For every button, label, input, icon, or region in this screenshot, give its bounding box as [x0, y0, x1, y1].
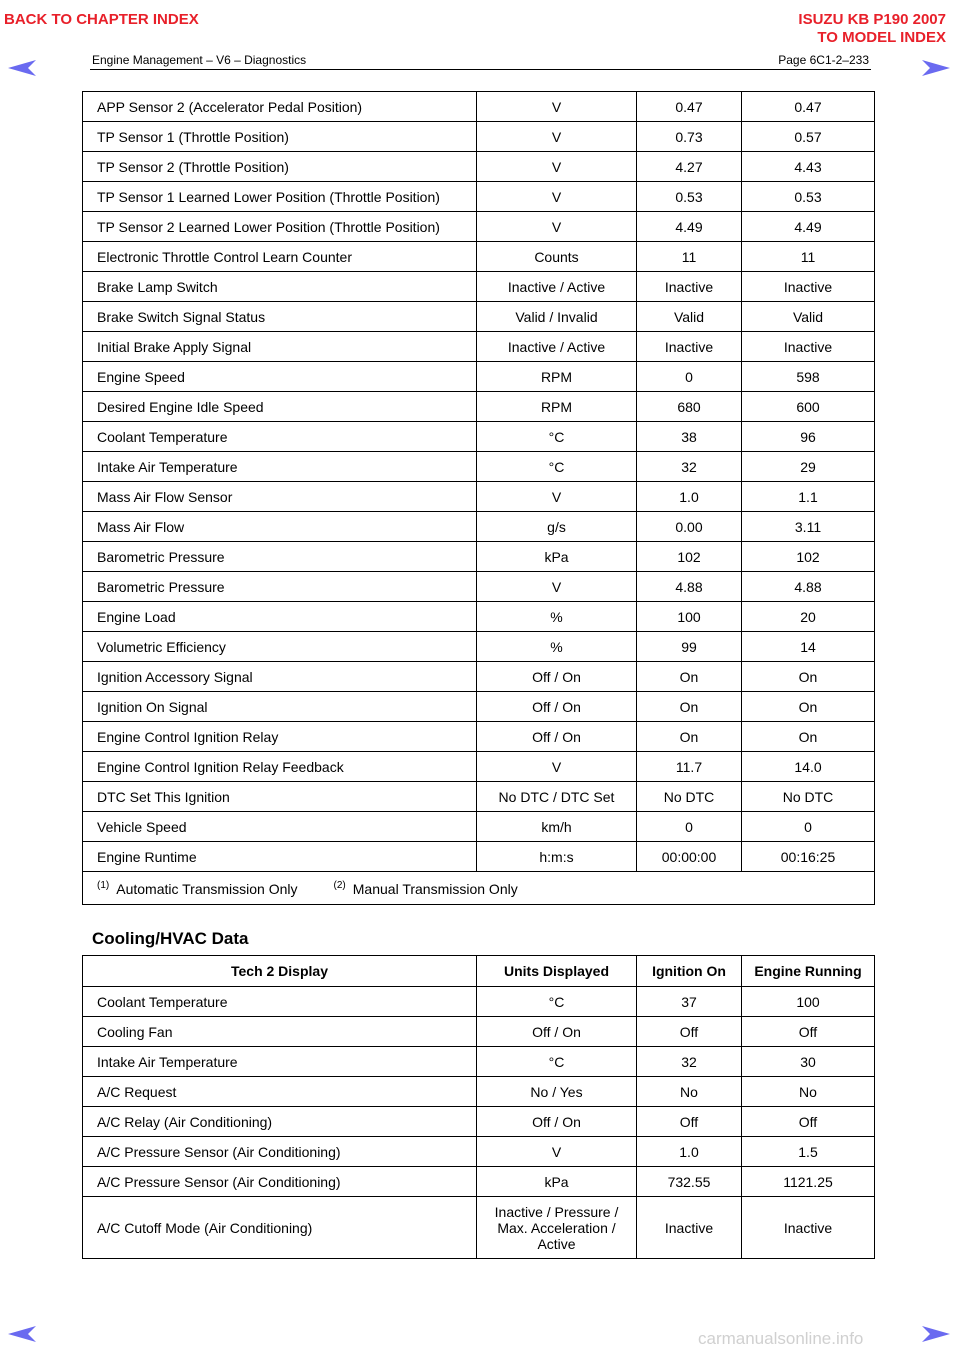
cell-engine-running: 4.88 [742, 572, 875, 602]
cell-engine-running: 598 [742, 362, 875, 392]
cell-units: V [477, 572, 637, 602]
table-row [83, 1107, 875, 1137]
cooling-hvac-data-table [82, 955, 875, 1259]
cell-units: kPa [477, 542, 637, 572]
cell-units: % [477, 602, 637, 632]
table-row [83, 752, 875, 782]
table-row [83, 812, 875, 842]
cell-parameter: TP Sensor 2 (Throttle Position) [83, 152, 477, 182]
cell-ignition-on: 38 [637, 422, 742, 452]
cell-parameter: Intake Air Temperature [83, 1047, 477, 1077]
units-line: Inactive / Pressure / [494, 1203, 619, 1220]
cell-parameter: Coolant Temperature [83, 422, 477, 452]
table-row [83, 987, 875, 1017]
column-header-engine-running: Engine Running [742, 956, 875, 987]
cell-engine-running: 600 [742, 392, 875, 422]
cell-ignition-on: 0 [637, 362, 742, 392]
cell-ignition-on: Inactive [637, 272, 742, 302]
cell-units: Off / On [477, 1107, 637, 1137]
cell-parameter: Coolant Temperature [83, 987, 477, 1017]
cell-ignition-on: No [637, 1077, 742, 1107]
table-row [83, 722, 875, 752]
table-row [83, 362, 875, 392]
cell-engine-running: Off [742, 1017, 875, 1047]
cell-units: V [477, 482, 637, 512]
cell-parameter: Mass Air Flow Sensor [83, 482, 477, 512]
model-title-link[interactable]: ISUZU KB P190 2007 [798, 11, 946, 28]
table-row [83, 572, 875, 602]
table-row [83, 152, 875, 182]
cell-parameter: TP Sensor 2 Learned Lower Position (Throttle Position) [83, 212, 477, 242]
cell-engine-running: 1121.25 [742, 1167, 875, 1197]
column-header-ignition-on: Ignition On [637, 956, 742, 987]
table-row [83, 1077, 875, 1107]
column-header-tech2-display: Tech 2 Display [83, 956, 477, 987]
table-row [83, 182, 875, 212]
cell-units: V [477, 752, 637, 782]
cell-engine-running: 1.1 [742, 482, 875, 512]
cell-parameter: Engine Runtime [83, 842, 477, 872]
section-title: Cooling/HVAC Data [92, 929, 249, 948]
table-row [83, 452, 875, 482]
cell-parameter: Brake Lamp Switch [83, 272, 477, 302]
table-row [83, 1017, 875, 1047]
cell-ignition-on: Inactive [637, 332, 742, 362]
footnote-1-marker: (1) [97, 879, 110, 891]
cell-ignition-on: On [637, 722, 742, 752]
cell-engine-running: On [742, 692, 875, 722]
cell-ignition-on: On [637, 692, 742, 722]
cell-engine-running: On [742, 662, 875, 692]
cell-units [477, 1197, 637, 1259]
cell-engine-running: 100 [742, 987, 875, 1017]
cell-ignition-on: 0.73 [637, 122, 742, 152]
footnote-2-marker: (2) [333, 879, 346, 891]
engine-data-table [82, 91, 875, 905]
cell-engine-running: 30 [742, 1047, 875, 1077]
cell-units: g/s [477, 512, 637, 542]
cell-ignition-on: Off [637, 1107, 742, 1137]
back-to-chapter-index-link[interactable]: BACK TO CHAPTER INDEX [4, 11, 199, 28]
cell-parameter: A/C Pressure Sensor (Air Conditioning) [83, 1167, 477, 1197]
cell-engine-running: 20 [742, 602, 875, 632]
cell-parameter: TP Sensor 1 Learned Lower Position (Throttle Position) [83, 182, 477, 212]
cell-ignition-on: 0 [637, 812, 742, 842]
next-page-arrow-bottom-icon[interactable] [922, 1326, 950, 1342]
cell-units: V [477, 1137, 637, 1167]
cell-engine-running: 0 [742, 812, 875, 842]
cell-units: km/h [477, 812, 637, 842]
table-row [83, 422, 875, 452]
cell-ignition-on: 1.0 [637, 1137, 742, 1167]
cell-parameter: Mass Air Flow [83, 512, 477, 542]
cell-ignition-on: 1.0 [637, 482, 742, 512]
cell-units: h:m:s [477, 842, 637, 872]
cell-units: V [477, 182, 637, 212]
cell-ignition-on: Valid [637, 302, 742, 332]
cell-engine-running: No [742, 1077, 875, 1107]
cell-parameter: APP Sensor 2 (Accelerator Pedal Position) [83, 92, 477, 122]
cell-units: Off / On [477, 662, 637, 692]
table-row [83, 482, 875, 512]
footnote-1-text: Automatic Transmission Only [116, 880, 298, 897]
cell-engine-running: 4.43 [742, 152, 875, 182]
table-row [83, 242, 875, 272]
table-row [83, 602, 875, 632]
cell-ignition-on: 4.27 [637, 152, 742, 182]
cell-ignition-on: 4.49 [637, 212, 742, 242]
cell-ignition-on: No DTC [637, 782, 742, 812]
cell-parameter: Engine Speed [83, 362, 477, 392]
table-row [83, 212, 875, 242]
cell-engine-running: 14.0 [742, 752, 875, 782]
cell-engine-running: 4.49 [742, 212, 875, 242]
cell-units: % [477, 632, 637, 662]
to-model-index-link[interactable]: TO MODEL INDEX [817, 29, 946, 46]
cell-parameter: Ignition On Signal [83, 692, 477, 722]
units-line: Max. Acceleration / [497, 1219, 616, 1236]
units-line: Active [537, 1235, 576, 1252]
cell-ignition-on: Off [637, 1017, 742, 1047]
cell-ignition-on: 100 [637, 602, 742, 632]
table-row [83, 92, 875, 122]
cell-engine-running: No DTC [742, 782, 875, 812]
cell-ignition-on: 32 [637, 452, 742, 482]
cell-parameter: Engine Control Ignition Relay Feedback [83, 752, 477, 782]
cell-engine-running: Off [742, 1107, 875, 1137]
footnote-2-text: Manual Transmission Only [352, 880, 518, 897]
cell-ignition-on: 99 [637, 632, 742, 662]
cell-parameter: Barometric Pressure [83, 542, 477, 572]
cell-ignition-on: 102 [637, 542, 742, 572]
cell-units: RPM [477, 362, 637, 392]
cell-units: Counts [477, 242, 637, 272]
cell-units: kPa [477, 1167, 637, 1197]
cell-units: Off / On [477, 722, 637, 752]
cell-parameter: Engine Control Ignition Relay [83, 722, 477, 752]
cell-units: RPM [477, 392, 637, 422]
cell-units: °C [477, 422, 637, 452]
table-row [83, 632, 875, 662]
table-row [83, 122, 875, 152]
table-row [83, 1167, 875, 1197]
cell-engine-running: Valid [742, 302, 875, 332]
table-row [83, 1047, 875, 1077]
cell-parameter: Engine Load [83, 602, 477, 632]
cell-parameter: Volumetric Efficiency [83, 632, 477, 662]
cell-units: Inactive / Active [477, 272, 637, 302]
table-row [83, 1137, 875, 1167]
watermark-text: carmanualsonline.info [698, 1329, 864, 1348]
page-header-title: Engine Management – V6 – Diagnostics [92, 53, 307, 67]
cell-parameter: Vehicle Speed [83, 812, 477, 842]
cell-ignition-on: 37 [637, 987, 742, 1017]
cell-units: V [477, 152, 637, 182]
cell-engine-running: 1.5 [742, 1137, 875, 1167]
cell-ignition-on: 32 [637, 1047, 742, 1077]
cell-units: °C [477, 987, 637, 1017]
cell-engine-running: 11 [742, 242, 875, 272]
cell-parameter: A/C Relay (Air Conditioning) [83, 1107, 477, 1137]
cell-ignition-on: 0.00 [637, 512, 742, 542]
cell-parameter: Intake Air Temperature [83, 452, 477, 482]
cell-ignition-on: 0.47 [637, 92, 742, 122]
prev-page-arrow-icon[interactable] [8, 60, 36, 76]
cell-engine-running: 00:16:25 [742, 842, 875, 872]
cell-units: V [477, 212, 637, 242]
cell-parameter: DTC Set This Ignition [83, 782, 477, 812]
page-number: Page 6C1-2–233 [778, 53, 869, 67]
table-row [83, 662, 875, 692]
cell-parameter: Initial Brake Apply Signal [83, 332, 477, 362]
cell-parameter: A/C Pressure Sensor (Air Conditioning) [83, 1137, 477, 1167]
cell-ignition-on: 680 [637, 392, 742, 422]
table-row [83, 542, 875, 572]
table-row [83, 512, 875, 542]
cell-parameter: TP Sensor 1 (Throttle Position) [83, 122, 477, 152]
next-page-arrow-icon[interactable] [922, 60, 950, 76]
cell-engine-running: 102 [742, 542, 875, 572]
cell-ignition-on: 11 [637, 242, 742, 272]
cell-ignition-on: 4.88 [637, 572, 742, 602]
table-row [83, 1197, 875, 1259]
table-row [83, 332, 875, 362]
table-row [83, 302, 875, 332]
cell-ignition-on: 732.55 [637, 1167, 742, 1197]
cell-units: V [477, 92, 637, 122]
table-row [83, 392, 875, 422]
header-rule [90, 69, 871, 70]
cell-units: °C [477, 452, 637, 482]
cell-units: No DTC / DTC Set [477, 782, 637, 812]
cell-engine-running: 29 [742, 452, 875, 482]
cell-units: Valid / Invalid [477, 302, 637, 332]
cell-ignition-on: On [637, 662, 742, 692]
cell-parameter: Barometric Pressure [83, 572, 477, 602]
cell-engine-running: On [742, 722, 875, 752]
cell-ignition-on: Inactive [637, 1197, 742, 1259]
table-row [83, 692, 875, 722]
cell-ignition-on: 11.7 [637, 752, 742, 782]
cell-units: Off / On [477, 1017, 637, 1047]
cell-engine-running: 0.57 [742, 122, 875, 152]
cell-units: No / Yes [477, 1077, 637, 1107]
transmission-footnote [83, 872, 875, 905]
cell-engine-running: 3.11 [742, 512, 875, 542]
column-header-units-displayed: Units Displayed [477, 956, 637, 987]
cell-parameter: Ignition Accessory Signal [83, 662, 477, 692]
cell-ignition-on: 0.53 [637, 182, 742, 212]
cell-engine-running: 96 [742, 422, 875, 452]
table-row [83, 272, 875, 302]
cell-parameter: Cooling Fan [83, 1017, 477, 1047]
cell-units: V [477, 122, 637, 152]
prev-page-arrow-bottom-icon[interactable] [8, 1326, 36, 1342]
cell-parameter: Desired Engine Idle Speed [83, 392, 477, 422]
cell-units: Inactive / Active [477, 332, 637, 362]
cell-parameter: A/C Request [83, 1077, 477, 1107]
cell-ignition-on: 00:00:00 [637, 842, 742, 872]
cell-engine-running: Inactive [742, 1197, 875, 1259]
cell-parameter: Electronic Throttle Control Learn Counter [83, 242, 477, 272]
cell-engine-running: 0.53 [742, 182, 875, 212]
cell-parameter: A/C Cutoff Mode (Air Conditioning) [83, 1197, 477, 1259]
table-row [83, 782, 875, 812]
cell-engine-running: 0.47 [742, 92, 875, 122]
cell-parameter: Brake Switch Signal Status [83, 302, 477, 332]
cell-engine-running: 14 [742, 632, 875, 662]
cell-engine-running: Inactive [742, 272, 875, 302]
cell-units: °C [477, 1047, 637, 1077]
cell-engine-running: Inactive [742, 332, 875, 362]
cell-units: Off / On [477, 692, 637, 722]
table-row [83, 842, 875, 872]
